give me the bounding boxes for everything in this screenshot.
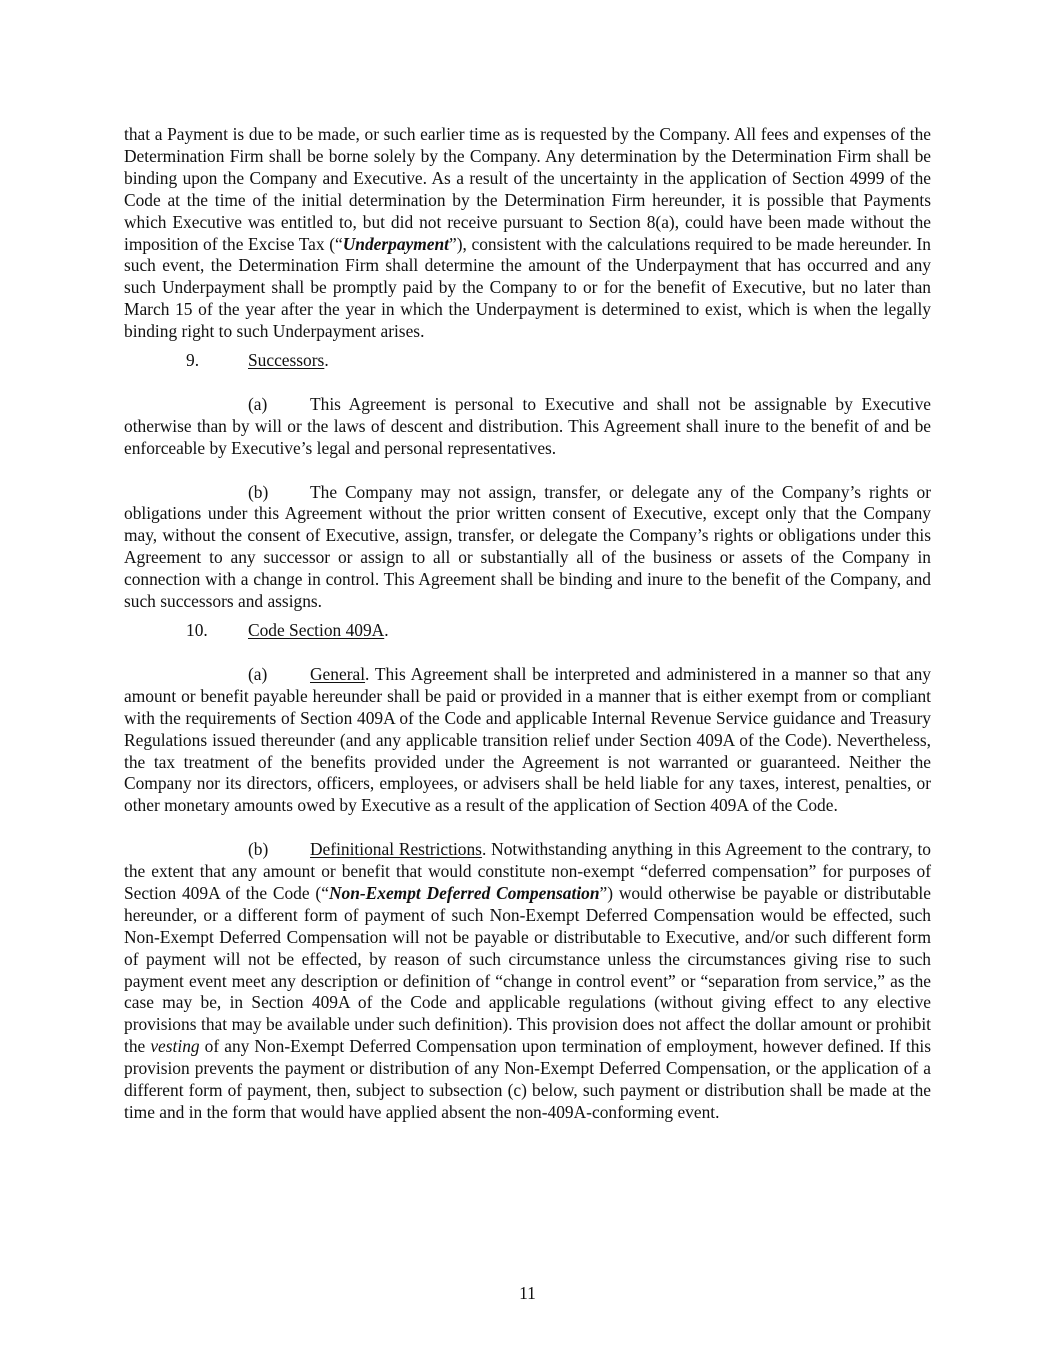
section-10a-paragraph bbox=[124, 664, 931, 817]
subsection-label: (a) bbox=[248, 393, 268, 414]
paragraph-text: The Company may not assign, transfer, or delegate any of the Company’s rights or obligations under this Agreement without the prior written consent of Executive, except only that the Company may, without the consent of Executive, assign, transfer, or delegate the Company’s rights or obligations under this Agreement to any successor or assign to all or substantially all of the business or assets of the Company in connection with a change in control. This Agreement shall be binding and inure to the benefit of the Company, and such successors and assigns. bbox=[124, 481, 931, 612]
defined-term-non-exempt-deferred-compensation: Non-Exempt Deferred Compensation bbox=[328, 882, 600, 903]
section-title-text: Successors bbox=[248, 350, 325, 371]
section-number: 9. bbox=[186, 350, 200, 371]
paragraph-text: . Notwithstanding anything in this Agreement to the contrary, to the extent that any amount or benefit that would constitute non-exempt “deferred compensation” for purposes of Section 409A of the Code (“ bbox=[124, 839, 931, 903]
defined-term-underpayment: Underpayment bbox=[342, 233, 450, 254]
section-title-period: . bbox=[324, 350, 329, 371]
subsection-heading: General bbox=[310, 663, 366, 684]
italic-term-vesting: vesting bbox=[150, 1036, 200, 1057]
subsection-heading: Definitional Restrictions bbox=[310, 839, 482, 860]
subsection-label: (b) bbox=[248, 481, 269, 502]
section-title bbox=[248, 620, 389, 642]
paragraph-text: ”), consistent with the calculations required to be made hereunder. In such event, the Determination Firm shall determine the amount of the Underpayment that has occurred and any such Underpayment shall be promptly paid by the Company to or for the benefit of Executive, but no later than March 15 of the year after the year in which the Underpayment is determined to exist, which is when the legally binding right to such Underpayment arises. bbox=[124, 233, 932, 342]
paragraph-text: of any Non-Exempt Deferred Compensation upon termination of employment, however defined. If this provision prevents the payment or distribution of any Non-Exempt Deferred Compensation, or the application of a different form of payment, then, subject to subsection (c) below, such payment or distribution shall be made at the time and in the form that would have applied absent the non-409A-conforming event. bbox=[124, 1036, 932, 1122]
section-title-period: . bbox=[384, 620, 389, 640]
section-9a-paragraph bbox=[124, 394, 931, 460]
subsection-label: (b) bbox=[248, 839, 269, 860]
document-page bbox=[124, 124, 931, 1124]
page-number: 11 bbox=[519, 1283, 536, 1303]
paragraph-text: . This Agreement shall be interpreted and administered in a manner so that any amount or benefit payable hereunder shall be paid or provided in a manner that is either exempt from or compliant with the requirements of Section 409A of the Code and applicable Internal Revenue Service guidance and Treasury Regulations issued thereunder (and any applicable transition relief under Section 409A of the Code). Nevertheless, the tax treatment of the benefits provided under the Agreement is not warranted or guaranteed. Neither the Company nor its directors, officers, employees, or advisers shall be held liable for any taxes, interest, penalties, or other monetary amounts owed by Executive as a result of the application of Section 409A of the Code. bbox=[124, 663, 931, 816]
section-9-heading bbox=[124, 350, 931, 372]
paragraph-text: ”) would otherwise be payable or distributable hereunder, or a different form of payment of such Non-Exempt Deferred Compensation would be effected, such Non-Exempt Deferred Compensation will not be payable or distributable to Executive, and/or such different form of payment will not be effected, by reason of such circumstance unless the circumstances giving rise to such payment event meet any description or definition of “change in control event” or “separation from service,” as the case may be, in Section 409A of the Code and applicable regulations (without giving effect to any elective provisions that may be available under such definition). This provision does not affect the dollar amount or prohibit the bbox=[124, 882, 931, 1057]
subsection-label: (a) bbox=[248, 663, 268, 684]
section-title bbox=[248, 350, 329, 372]
section-10-heading bbox=[124, 620, 931, 642]
continuation-paragraph bbox=[124, 124, 931, 343]
paragraph-text: This Agreement is personal to Executive and shall not be assignable by Executive otherwise than by will or the laws of descent and distribution. This Agreement shall inure to the benefit of and be enforceable by Executive’s legal and personal representatives. bbox=[124, 393, 931, 458]
section-title-text: Code Section 409A bbox=[248, 620, 385, 640]
section-9b-paragraph bbox=[124, 482, 931, 613]
section-10b-paragraph bbox=[124, 839, 931, 1124]
paragraph-text: that a Payment is due to be made, or such earlier time as is requested by the Company. All fees and expenses of the Determination Firm shall be borne solely by the Company. Any determination by the Determination Firm shall be binding upon the Company and Executive. As a result of the uncertainty in the application of Section 4999 of the Code at the time of the initial determination by the Determination Firm hereunder, it is possible that Payments which Executive was entitled to, but did not receive pursuant to Section 8(a), could have been made without the imposition of the Excise Tax (“ bbox=[124, 124, 931, 254]
section-number: 10. bbox=[186, 620, 208, 640]
